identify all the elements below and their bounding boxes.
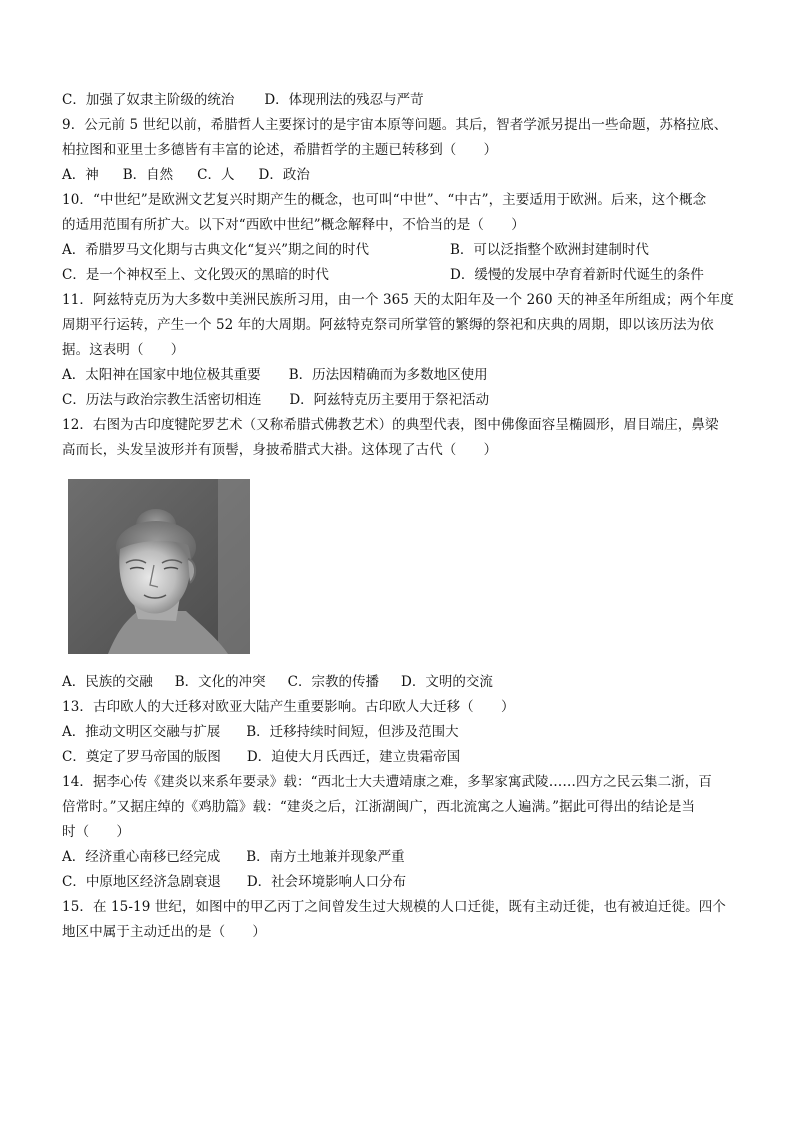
q9-options [62,163,754,188]
q14-options-row-1 [62,845,754,870]
q14-option-a: A．经济重心南移已经完成 [62,849,221,865]
q13-option-b: B．迁移持续时间短，但涉及范围大 [246,724,459,740]
q12-option-d: D．文明的交流 [401,674,493,690]
q11-options-row-2 [62,388,754,413]
q8-option-c: C．加强了奴隶主阶级的统治 [62,92,235,108]
q12-options [62,670,754,695]
q9-stem-line-2: 柏拉图和亚里士多德皆有丰富的论述，希腊哲学的主题已转移到（ ） [62,142,498,158]
q13-options-row-1 [62,720,754,745]
q14-options-row-2 [62,870,754,895]
q8-options [62,88,754,113]
q11-stem-line-3: 据。这表明（ ） [62,342,185,358]
q11-stem-line-1: 11．阿兹特克历为大多数中美洲民族所习用，由一个 365 天的太阳年及一个 260 天的神圣年所组成；两个年度 [62,292,734,308]
q10-stem-line-1: 10．“中世纪”是欧洲文艺复兴时期产生的概念，也可叫“中世”、“中古”，主要适用于欧洲。后来，这个概念 [62,192,707,208]
q14-stem-line-3: 时（ ） [62,824,130,840]
q9-option-b: B．自然 [122,167,174,183]
q12-stem-line-1: 12．右图为古印度犍陀罗艺术（又称希腊式佛教艺术）的典型代表，图中佛像面容呈椭圆形，眉目端庄，鼻梁 [62,417,719,433]
q10-options-row-2 [62,263,754,288]
q12-option-b: B．文化的冲突 [174,674,266,690]
q13-option-c: C．奠定了罗马帝国的版图 [62,749,221,765]
q11-option-a: A．太阳神在国家中地位极其重要 [62,367,261,383]
q8-option-d: D．体现刑法的残忍与严苛 [264,92,424,108]
q13-option-a: A．推动文明区交融与扩展 [62,724,221,740]
q10-option-b: B．可以泛指整个欧洲封建制时代 [450,242,649,258]
q13-stem-line-1: 13．古印欧人的大迁移对欧亚大陆产生重要影响。古印欧人大迁移（ ） [62,699,515,715]
q11-option-c: C．历法与政治宗教生活密切相连 [62,392,262,408]
q11-stem-line-2: 周期平行运转，产生一个 52 年的大周期。阿兹特克祭司所掌管的繁缛的祭祀和庆典的周期，即以该历法为依 [62,317,714,333]
q9-option-a: A．神 [62,167,99,183]
q9-option-d: D．政治 [258,167,310,183]
q11-option-d: D．阿兹特克历主要用于祭祀活动 [289,392,490,408]
q10-option-d: D．缓慢的发展中孕育着新时代诞生的条件 [450,267,704,283]
q13-option-d: D．迫使大月氏西迁，建立贵霜帝国 [246,749,461,765]
q12-option-a: A．民族的交融 [62,674,153,690]
buddha-head-image [68,479,250,654]
q10-stem-line-2: 的适用范围有所扩大。以下对“西欧中世纪”概念解释中，不恰当的是（ ） [62,217,525,233]
q12-stem-line-2: 高而长，头发呈波形并有顶髻，身披希腊式大褂。这体现了古代（ ） [62,442,498,458]
gandhara-buddha-photo [68,479,250,654]
q11-options-row-1 [62,363,754,388]
q15-stem-line-2: 地区中属于主动迁出的是（ ） [62,924,266,940]
q9-option-c: C．人 [197,167,235,183]
q10-options-row-1 [62,238,754,263]
q10-option-a: A．希腊罗马文化期与古典文化“复兴”期之间的时代 [62,242,370,258]
q14-stem-line-2: 倍常时。”又据庄绰的《鸡肋篇》载：“建炎之后，江浙湖闽广，西北流寓之人遍满。”据此可得出的结论是当 [62,799,696,815]
q14-option-c: C．中原地区经济急剧衰退 [62,874,221,890]
q14-option-d: D．社会环境影响人口分布 [246,874,407,890]
q14-option-b: B．南方土地兼并现象严重 [246,849,405,865]
q14-stem-line-1: 14．据李心传《建炎以来系年要录》载：“西北士大夫遭靖康之难，多挈家寓武陵……四方之民云集二浙，百 [62,774,712,790]
q13-options-row-2 [62,745,754,770]
q11-option-b: B．历法因精确而为多数地区使用 [288,367,488,383]
q9-stem-line-1: 9．公元前 5 世纪以前，希腊哲人主要探讨的是宇宙本原等问题。其后，智者学派另提出一些命题，苏格拉底、 [62,117,728,133]
q12-option-c: C．宗教的传播 [287,674,380,690]
q10-option-c: C．是一个神权至上、文化毁灭的黑暗的时代 [62,267,329,283]
q15-stem-line-1: 15．在 15-19 世纪，如图中的甲乙丙丁之间曾发生过大规模的人口迁徙，既有主动迁徙，也有被迫迁徙。四个 [62,899,726,915]
